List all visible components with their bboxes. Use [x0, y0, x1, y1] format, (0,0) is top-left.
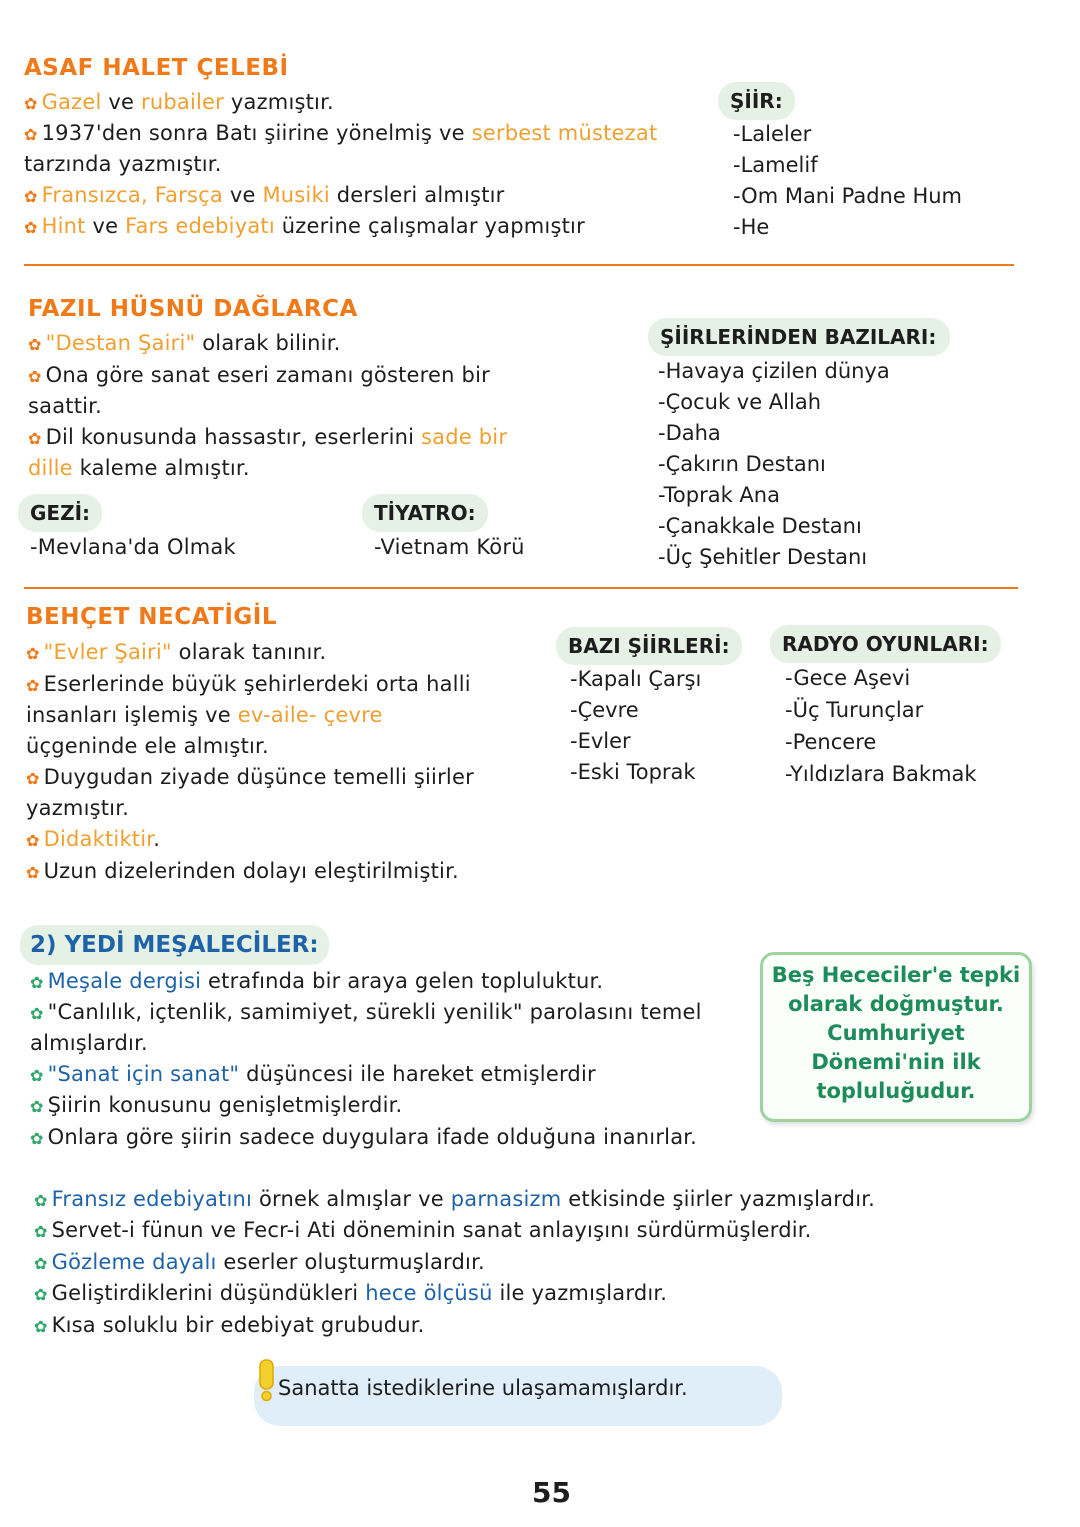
flower-bullet-icon: ✿	[28, 367, 42, 386]
box-line: Cumhuriyet	[827, 1021, 965, 1045]
behcet-radyo-list	[785, 662, 977, 790]
list-item: -Çanakkale Destanı	[658, 514, 862, 538]
fazil-siirler-label: ŞİİRLERİNDEN BAZILARI:	[648, 318, 950, 356]
text: etrafında bir araya gelen topluluktur.	[201, 969, 604, 993]
text: Uzun dizelerinden dolayı eleştirilmiştir.	[43, 859, 459, 883]
text: 1937'den sonra Batı şiirine yönelmiş ve	[41, 121, 472, 145]
asaf-siir-list	[733, 119, 962, 243]
flower-bullet-icon: ✿	[24, 94, 38, 113]
flower-bullet-icon: ✿	[28, 429, 42, 448]
asaf-siir-label: ŞİİR:	[718, 82, 795, 120]
flower-bullet-icon: ✿	[34, 1191, 48, 1210]
text: dersleri almıştır	[329, 183, 505, 207]
yedi-bullet-3	[30, 1059, 596, 1091]
asaf-bullet-2-cont: tarzında yazmıştır.	[24, 152, 222, 176]
list-item: -Pencere	[785, 730, 877, 754]
text: Ona göre sanat eseri zamanı gösteren bir	[45, 363, 490, 387]
list-item: -Gece Aşevi	[785, 666, 911, 690]
flower-bullet-icon: ✿	[26, 644, 40, 663]
list-item: -Havaya çizilen dünya	[658, 359, 890, 383]
asaf-bullet-3	[24, 180, 505, 212]
flower-bullet-icon: ✿	[26, 769, 40, 788]
text: ve	[85, 214, 126, 238]
yedi-bullet-8	[34, 1247, 485, 1279]
highlight: Gazel	[41, 90, 102, 114]
text: Dil konusunda hassastır, eserlerini	[45, 425, 422, 449]
box-line: topluluğudur.	[816, 1079, 976, 1103]
flower-bullet-icon: ✿	[30, 1004, 44, 1023]
flower-bullet-icon: ✿	[34, 1254, 48, 1273]
behcet-bullet-2-cont2: üçgeninde ele almıştır.	[26, 734, 269, 758]
highlight: "Evler Şairi"	[43, 640, 172, 664]
highlight: serbest müstezat	[471, 121, 658, 145]
text: ve	[101, 90, 142, 114]
text: insanları işlemiş ve	[26, 703, 238, 727]
box-line: olarak doğmuştur.	[788, 992, 1004, 1016]
flower-bullet-icon: ✿	[26, 676, 40, 695]
text: ile yazmışlardır.	[492, 1281, 668, 1305]
highlight: Didaktiktir	[43, 827, 154, 851]
highlight: Musiki	[262, 183, 330, 207]
flower-bullet-icon: ✿	[30, 1066, 44, 1085]
fazil-bullet-2-cont: saattir.	[28, 394, 102, 418]
fazil-tiyatro-label: TİYATRO:	[362, 494, 488, 532]
text: olarak bilinir.	[195, 331, 341, 355]
highlight: Gözleme dayalı	[51, 1250, 217, 1274]
list-item: -Çevre	[570, 698, 639, 722]
behcet-bullet-1	[26, 637, 326, 669]
highlight: Hint	[41, 214, 86, 238]
list-item: -Üç Turunçlar	[785, 698, 924, 722]
yedi-bullet-10	[34, 1310, 425, 1342]
list-item: -Evler	[570, 729, 631, 753]
list-item: -Daha	[658, 421, 721, 445]
asaf-bullet-2	[24, 118, 657, 150]
yedi-bullet-2-cont: almışlardır.	[30, 1031, 148, 1055]
text: örnek almışlar ve	[252, 1187, 451, 1211]
text: düşüncesi ile hareket etmişlerdir	[239, 1062, 596, 1086]
yedi-bullet-2	[30, 997, 702, 1029]
fazil-bullet-3	[28, 422, 507, 454]
highlight: Fransızca, Farsça	[41, 183, 223, 207]
text: olarak tanınır.	[171, 640, 327, 664]
note-callout	[254, 1366, 782, 1426]
text: kaleme almıştır.	[72, 456, 250, 480]
asaf-bullet-1	[24, 87, 334, 119]
list-item: -He	[733, 215, 770, 239]
text: Servet-i fünun ve Fecr-i Ati döneminin sanat anlayışını sürdürmüşlerdir.	[51, 1218, 812, 1242]
yedi-bullet-4	[30, 1090, 402, 1122]
list-item: -Laleler	[733, 122, 812, 146]
text: Geliştirdiklerini düşündükleri	[51, 1281, 366, 1305]
highlight: Fars edebiyatı	[125, 214, 275, 238]
section-divider	[24, 264, 1014, 266]
text: Eserlerinde büyük şehirlerdeki orta halli	[43, 672, 471, 696]
highlight: Fransız edebiyatını	[51, 1187, 253, 1211]
fazil-title: FAZIL HÜSNÜ DAĞLARCA	[28, 296, 358, 322]
list-item: -Üç Şehitler Destanı	[658, 545, 868, 569]
fazil-gezi-label: GEZİ:	[18, 494, 102, 532]
fazil-gezi-item: -Mevlana'da Olmak	[30, 535, 236, 559]
text: .	[153, 827, 161, 851]
behcet-siirleri-list	[570, 664, 701, 788]
text: Şiirin konusunu genişletmişlerdir.	[47, 1093, 403, 1117]
behcet-radyo-label: RADYO OYUNLARI:	[770, 625, 1001, 663]
behcet-bullet-4	[26, 824, 160, 856]
asaf-bullet-4	[24, 211, 585, 243]
text: eserler oluşturmuşlardır.	[216, 1250, 485, 1274]
exclamation-icon	[256, 1358, 278, 1402]
yedi-title: 2) YEDİ MEŞALECİLER:	[20, 925, 329, 965]
highlight: dille	[28, 456, 73, 480]
list-item: -Lamelif	[733, 153, 818, 177]
highlight: "Destan Şairi"	[45, 331, 196, 355]
highlight: "Sanat için sanat"	[47, 1062, 240, 1086]
flower-bullet-icon: ✿	[24, 125, 38, 144]
text: Onlara göre şiirin sadece duygulara ifade olduğuna inanırlar.	[47, 1125, 698, 1149]
text: Kısa soluklu bir edebiyat grubudur.	[51, 1313, 425, 1337]
highlight: rubailer	[141, 90, 224, 114]
page-number: 55	[532, 1476, 571, 1509]
yedi-bullet-5	[30, 1122, 697, 1154]
list-item: -Çakırın Destanı	[658, 452, 826, 476]
behcet-bullet-3	[26, 762, 474, 794]
fazil-bullet-3-cont	[28, 453, 250, 484]
highlight: parnasizm	[450, 1187, 562, 1211]
fazil-siirler-list	[658, 356, 890, 573]
text: etkisinde şiirler yazmışlardır.	[561, 1187, 876, 1211]
section-divider	[24, 587, 1018, 589]
text: ve	[222, 183, 263, 207]
text: üzerine çalışmalar yapmıştır	[274, 214, 585, 238]
behcet-bullet-3-cont: yazmıştır.	[26, 796, 130, 820]
box-line: Beş Hececiler'e tepki	[771, 963, 1021, 987]
yedi-bullet-1	[30, 966, 603, 998]
flower-bullet-icon: ✿	[34, 1285, 48, 1304]
list-item: -Yıldızlara Bakmak	[785, 762, 977, 786]
asaf-title: ASAF HALET ÇELEBİ	[24, 55, 289, 81]
list-item: -Toprak Ana	[658, 483, 780, 507]
flower-bullet-icon: ✿	[34, 1222, 48, 1241]
behcet-siirleri-label: BAZI ŞİİRLERİ:	[556, 627, 742, 665]
flower-bullet-icon: ✿	[26, 863, 40, 882]
text: "Canlılık, içtenlik, samimiyet, sürekli yenilik" parolasını temel	[47, 1000, 702, 1024]
highlight: hece ölçüsü	[365, 1281, 493, 1305]
yedi-bullet-6	[34, 1184, 875, 1216]
highlight: Meşale dergisi	[47, 969, 202, 993]
flower-bullet-icon: ✿	[28, 335, 42, 354]
flower-bullet-icon: ✿	[34, 1317, 48, 1336]
flower-bullet-icon: ✿	[24, 187, 38, 206]
yedi-bullet-9	[34, 1278, 667, 1310]
fazil-bullet-2	[28, 360, 490, 392]
fazil-tiyatro-item: -Vietnam Körü	[374, 535, 525, 559]
highlight: ev-aile- çevre	[237, 703, 383, 727]
flower-bullet-icon: ✿	[30, 973, 44, 992]
flower-bullet-icon: ✿	[30, 1097, 44, 1116]
info-box	[760, 952, 1032, 1122]
list-item: -Çocuk ve Allah	[658, 390, 822, 414]
list-item: -Om Mani Padne Hum	[733, 184, 963, 208]
behcet-bullet-2	[26, 669, 471, 701]
note-text: Sanatta istediklerine ulaşamamışlardır.	[278, 1376, 688, 1400]
yedi-bullet-7	[34, 1215, 812, 1247]
flower-bullet-icon: ✿	[24, 218, 38, 237]
flower-bullet-icon: ✿	[30, 1129, 44, 1148]
list-item: -Kapalı Çarşı	[570, 667, 702, 691]
text: Duygudan ziyade düşünce temelli şiirler	[43, 765, 474, 789]
behcet-title: BEHÇET NECATİGİL	[26, 604, 277, 630]
fazil-bullet-1	[28, 328, 340, 360]
text: yazmıştır.	[224, 90, 334, 114]
behcet-bullet-5	[26, 856, 459, 888]
highlight: sade bir	[421, 425, 508, 449]
list-item: -Eski Toprak	[570, 760, 696, 784]
behcet-bullet-2-cont	[26, 700, 383, 731]
flower-bullet-icon: ✿	[26, 831, 40, 850]
box-line: Dönemi'nin ilk	[811, 1050, 981, 1074]
